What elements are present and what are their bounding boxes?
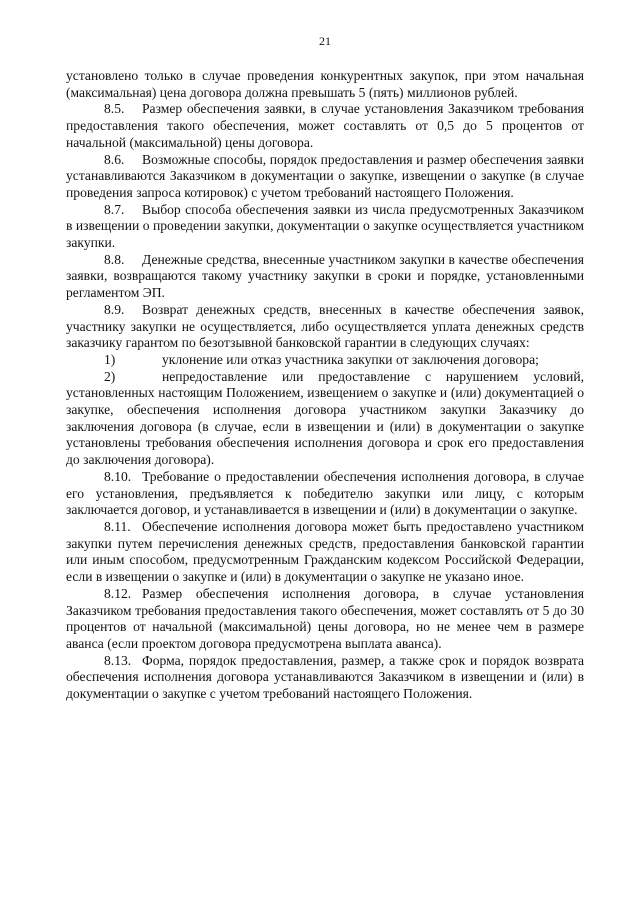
list-item-text: непредоставление или предоставление с нарушением условий, установленных настоящим Положением, извещением о закупке и (или) документацией о закупке, обеспечения исполнения договора участником закупки Заказчику до заключения договора (в случае, если в извещении и (или) в документации о закупке установлены требования обеспечения исполнения договора и срок его предоставления до заключения договора). xyxy=(66,368,584,468)
paragraph-8-6 xyxy=(66,152,584,202)
paragraph-text: Денежные средства, внесенные участником закупки в качестве обеспечения заявки, возвращаются такому участнику закупки в сроки и порядке, установленными регламентом ЭП. xyxy=(66,251,584,301)
paragraph-number: 8.9. xyxy=(104,301,125,317)
paragraph-number: 8.5. xyxy=(104,101,125,117)
list-item-number: 2) xyxy=(104,368,116,384)
paragraph-text: Требование о предоставлении обеспечения исполнения договора, в случае его установления, предъявляется к победителю закупки или лицу, с которым заключается договор, и устанавливается в извещении и (или) в документации о закупке. xyxy=(66,468,584,518)
paragraph-number: 8.12. xyxy=(104,585,132,601)
paragraph-8-13 xyxy=(66,653,584,703)
paragraph-number: 8.7. xyxy=(104,201,125,217)
paragraph-8-12 xyxy=(66,586,584,653)
paragraph-text: Возможные способы, порядок предоставления и размер обеспечения заявки устанавливаются Заказчиком в документации о закупке, извещении о закупке (в случае проведения запроса котировок) с учетом требований настоящего Положения. xyxy=(66,151,584,200)
paragraph-text: Форма, порядок предоставления, размер, а также срок и порядок возврата обеспечения исполнения договора устанавливаются Заказчиком в извещении и (или) в документации о закупке с учетом требований настоящего Положения. xyxy=(66,652,584,702)
paragraph-continuation xyxy=(66,68,584,101)
paragraph-text: Размер обеспечения заявки, в случае установления Заказчиком требования предоставления такого обеспечения, может составлять от 0,5 до 5 процентов от начальной (максимальной) цены договора. xyxy=(66,101,584,150)
paragraph-number: 8.8. xyxy=(104,251,125,267)
paragraph-8-5 xyxy=(66,101,584,151)
paragraph-number: 8.11. xyxy=(104,518,131,534)
paragraph-8-11 xyxy=(66,519,584,586)
paragraph-8-7 xyxy=(66,202,584,252)
list-item-text: уклонение или отказ участника закупки от заключения договора; xyxy=(162,351,539,367)
paragraph-text: Обеспечение исполнения договора может быть предоставлено участником закупки путем перечисления денежных средств, предоставления банковской гарантии или иным способом, предусмотренным Гражданским кодексом Российской Федерации, если в извещении о закупке и (или) в документации о закупке не указано иное. xyxy=(66,518,584,585)
list-item-number: 1) xyxy=(104,351,116,367)
paragraph-number: 8.6. xyxy=(104,151,125,167)
paragraph-text: установлено только в случае проведения конкурентных закупок, при этом начальная (максимальная) цена договора должна превышать 5 (пять) миллионов рублей. xyxy=(66,68,584,100)
list-item-2 xyxy=(66,369,584,469)
paragraph-number: 8.10. xyxy=(104,468,132,484)
page-number: 21 xyxy=(319,34,331,48)
paragraph-text: Возврат денежных средств, внесенных в качестве обеспечения заявок, участнику закупки не осуществляется, либо осуществляется уплата денежных средств заказчику гарантом по безотзывной банковской гарантии в следующих случаях: xyxy=(66,301,584,351)
paragraph-text: Размер обеспечения исполнения договора, в случае установления Заказчиком требования предоставления такого обеспечения, может составлять от 5 до 30 процентов от начальной (максимальной) цены договора, но не менее чем в размере аванса (если проектом договора предусмотрена выплата аванса). xyxy=(66,585,584,651)
paragraph-number: 8.13. xyxy=(104,652,132,668)
paragraph-8-9 xyxy=(66,302,584,352)
paragraph-8-10 xyxy=(66,469,584,519)
list-item-1 xyxy=(66,352,584,369)
paragraph-text: Выбор способа обеспечения заявки из числа предусмотренных Заказчиком в извещении о проведении закупки, документации о закупке осуществляется участником закупки. xyxy=(66,201,584,251)
paragraph-8-8 xyxy=(66,252,584,302)
